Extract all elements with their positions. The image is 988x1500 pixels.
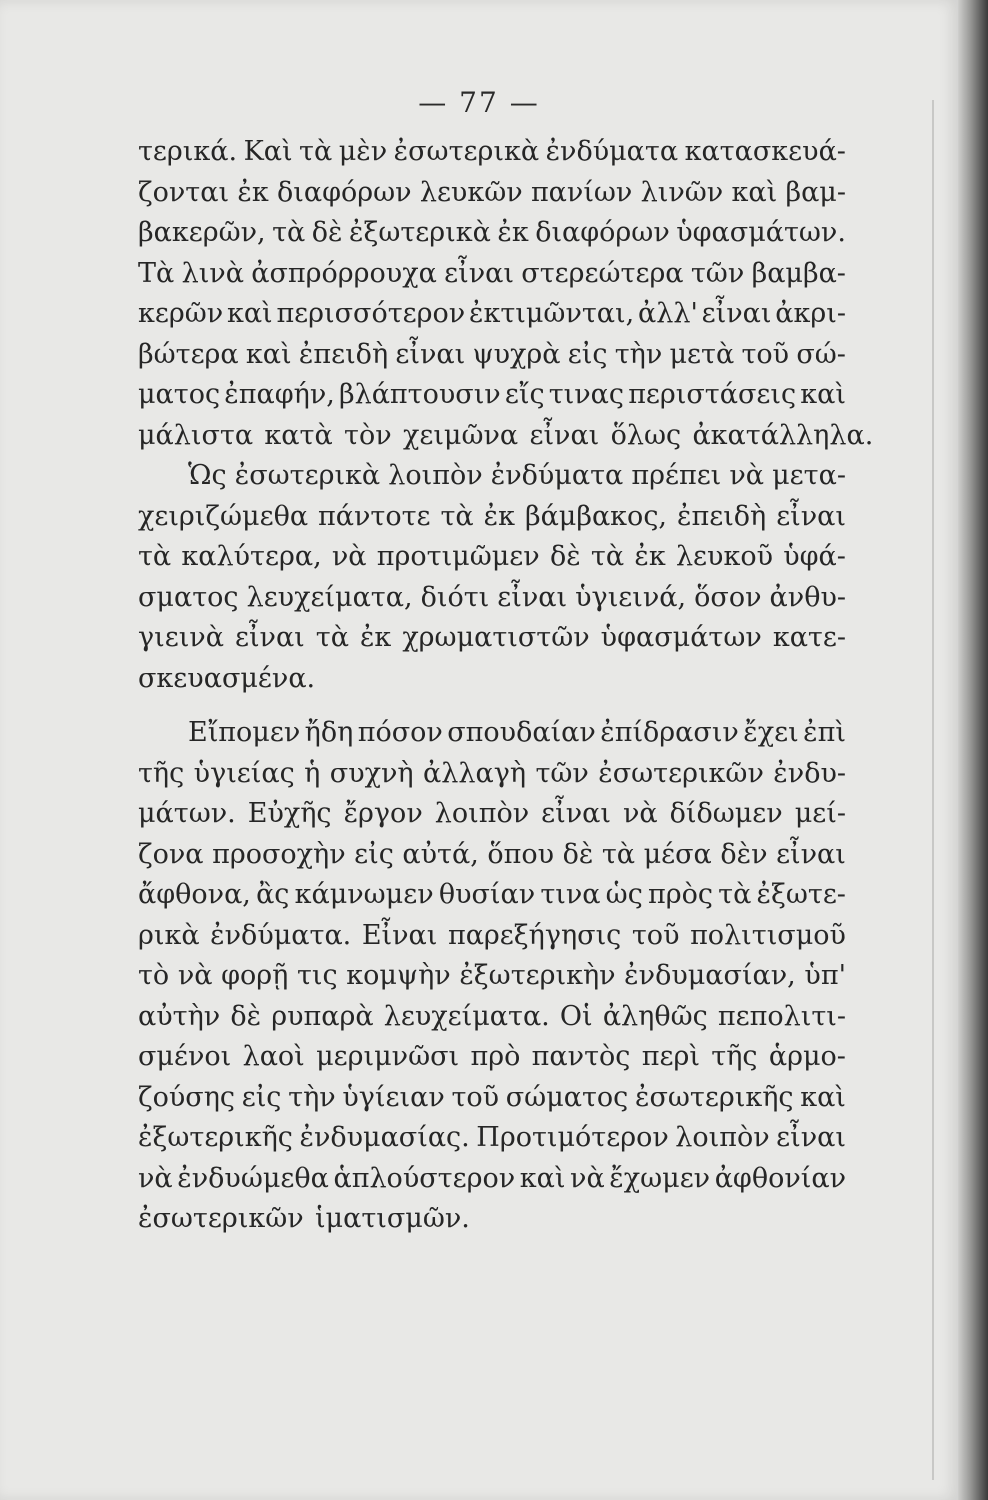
text-line: ματος ἐπαφήν, βλάπτουσιν εἴς τινας περιστάσεις καὶ [138, 379, 846, 410]
page-edge-shadow [958, 0, 988, 1500]
text-line: κερῶν καὶ περισσότερον ἐκτιμῶνται, ἀλλ' εἶναι ἀκρι- [138, 298, 846, 329]
text-line: τὸ νὰ φορῇ τις κομψὴν ἐξωτερικὴν ἐνδυμασίαν, ὑπ' [138, 960, 846, 991]
text-line: χειριζώμεθα πάντοτε τὰ ἐκ βάμβακος, ἐπειδὴ εἶναι [138, 500, 846, 532]
page-gutter-line [932, 100, 934, 1480]
text-line: τερικά. Καὶ τὰ μὲν ἐσωτερικὰ ἐνδύματα κατασκευά- [138, 136, 846, 167]
text-line: ζονα προσοχὴν εἰς αὐτά, ὅπου δὲ τὰ μέσα δὲν εἶναι [138, 838, 846, 870]
page-number: — 77 — [418, 86, 540, 119]
text-line: Εἴπομεν ἤδη πόσον σπουδαίαν ἐπίδρασιν ἔχει ἐπὶ [188, 717, 846, 748]
text-line: νὰ ἐνδυώμεθα ἁπλούστερον καὶ νὰ ἔχωμεν ἀφθονίαν [138, 1162, 846, 1194]
text-line: μάλιστα κατὰ τὸν χειμῶνα εἶναι ὅλως ἀκατάλληλα. [138, 419, 874, 451]
text-line: ἐξωτερικῆς ἐνδυμασίας. Προτιμότερον λοιπὸν εἶναι [138, 1122, 846, 1153]
text-line: ἐσωτερικῶν ἱματισμῶν. [138, 1203, 470, 1234]
text-line: βακερῶν, τὰ δὲ ἐξωτερικὰ ἐκ διαφόρων ὑφασμάτων. [138, 217, 846, 248]
text-line: Ὡς ἐσωτερικὰ λοιπὸν ἐνδύματα πρέπει νὰ μετα- [188, 460, 846, 491]
text-line: σμένοι λαοὶ μεριμνῶσι πρὸ παντὸς περὶ τῆς ἁρμο- [138, 1041, 846, 1072]
text-line: γιεινὰ εἶναι τὰ ἐκ χρωματιστῶν ὑφασμάτων κατε- [138, 622, 846, 653]
text-line: τὰ καλύτερα, νὰ προτιμῶμεν δὲ τὰ ἐκ λευκοῦ ὑφά- [138, 541, 846, 572]
text-line: τῆς ὑγιείας ἡ συχνὴ ἀλλαγὴ τῶν ἐσωτερικῶν ἐνδυ- [138, 757, 846, 789]
text-line: σματος λευχείματα, διότι εἶναι ὑγιεινά, ὅσον ἀνθυ- [138, 581, 846, 613]
text-line: αὐτὴν δὲ ρυπαρὰ λευχείματα. Οἱ ἀληθῶς πεπολιτι- [138, 1000, 846, 1032]
text-line: σκευασμένα. [138, 662, 316, 694]
text-line: ρικὰ ἐνδύματα. Εἶναι παρεξήγησις τοῦ πολιτισμοῦ [138, 919, 846, 951]
text-line: ἄφθονα, ἂς κάμνωμεν θυσίαν τινα ὡς πρὸς τὰ ἐξωτε- [138, 879, 846, 910]
body-text [138, 132, 874, 1240]
text-line: βώτερα καὶ ἐπειδὴ εἶναι ψυχρὰ εἰς τὴν μετὰ τοῦ σώ- [138, 338, 846, 370]
text-line: ζονται ἐκ διαφόρων λευκῶν πανίων λινῶν καὶ βαμ- [138, 176, 846, 208]
text-line: μάτων. Εὐχῆς ἔργον λοιπὸν εἶναι νὰ δίδωμεν μεί- [138, 798, 846, 829]
text-line: ζούσης εἰς τὴν ὑγίειαν τοῦ σώματος ἐσωτερικῆς καὶ [138, 1081, 846, 1113]
text-line: Τὰ λινὰ ἀσπρόρρουχα εἶναι στερεώτερα τῶν βαμβα- [138, 257, 846, 289]
paragraph-gap [138, 699, 846, 713]
